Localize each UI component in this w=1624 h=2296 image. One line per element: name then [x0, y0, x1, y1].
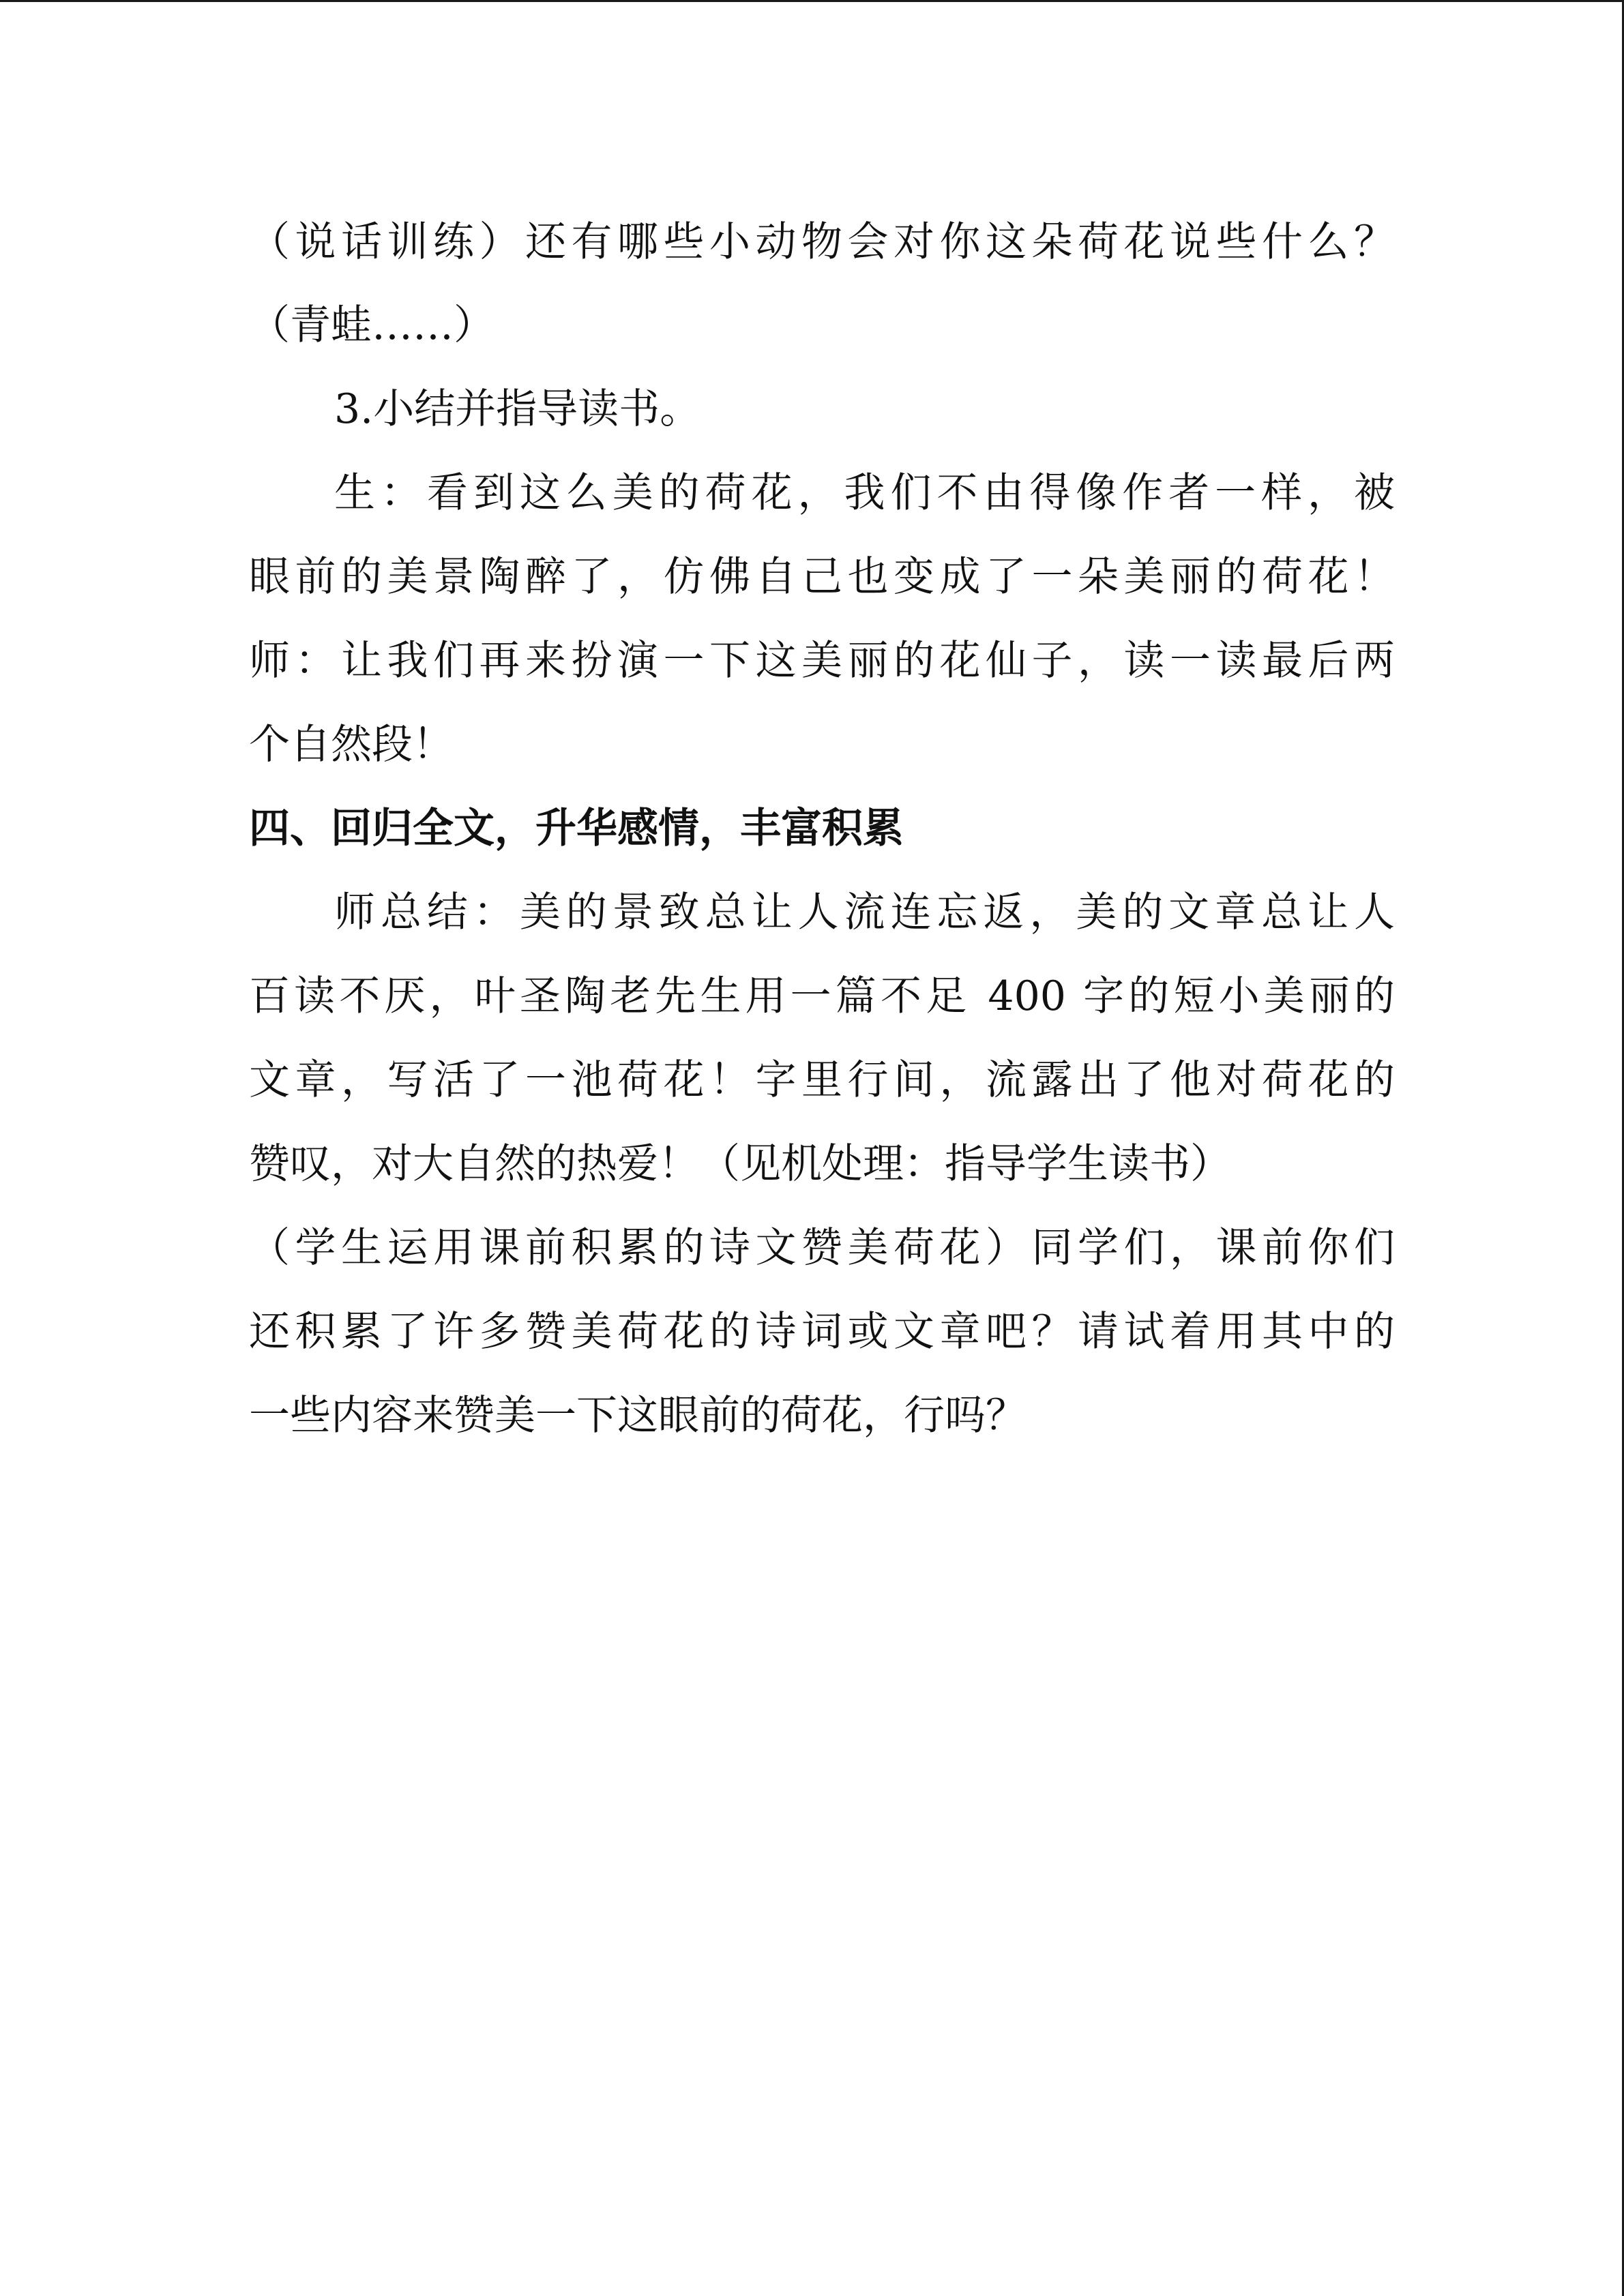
paragraph-line: 眼前的美景陶醉了，仿佛自己也变成了一朵美丽的荷花！ — [249, 553, 1395, 601]
paragraph-line: 百读不厌，叶圣陶老先生用一篇不足 400 字的短小美丽的 — [249, 972, 1395, 1020]
paragraph-line: （学生运用课前积累的诗文赞美荷花）同学们，课前你们 — [249, 1224, 1395, 1272]
paragraph-line: （青蛙……） — [249, 301, 494, 349]
paragraph-line: 一些内容来赞美一下这眼前的荷花，行吗？ — [249, 1392, 1027, 1440]
paragraph-line: 赞叹，对大自然的热爱！（见机处理：指导学生读书） — [249, 1140, 1231, 1188]
list-item: 3.小结并指导读书。 — [334, 385, 701, 433]
paragraph-line: 文章，写活了一池荷花！字里行间，流露出了他对荷花的 — [249, 1056, 1395, 1104]
paragraph-line: 师：让我们再来扮演一下这美丽的花仙子，读一读最后两 — [249, 637, 1395, 685]
paragraph-line: 个自然段！ — [249, 721, 454, 769]
paragraph-line: （说话训练）还有哪些小动物会对你这朵荷花说些什么？ — [249, 218, 1395, 266]
paragraph-line: 生：看到这么美的荷花，我们不由得像作者一样，被 — [334, 469, 1395, 517]
section-heading: 四、回归全文，升华感情，丰富积累 — [249, 805, 904, 852]
paragraph-line: 师总结：美的景致总让人流连忘返，美的文章总让人 — [334, 889, 1395, 936]
paragraph-line: 还积累了许多赞美荷花的诗词或文章吧？请试着用其中的 — [249, 1308, 1395, 1356]
